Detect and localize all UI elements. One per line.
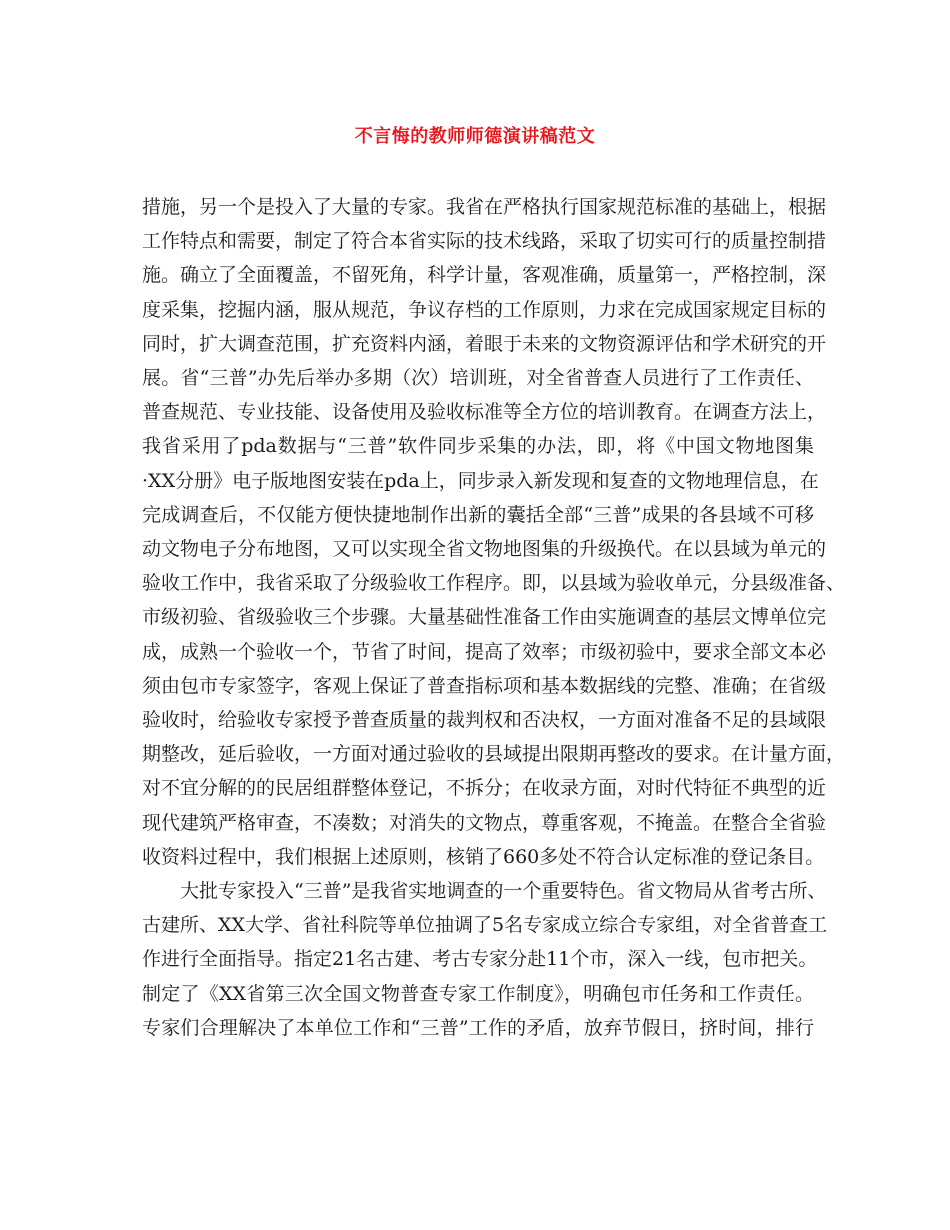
text-line: 工作特点和需要，制定了符合本省实际的技术线路，采取了切实可行的质量控制措 (142, 230, 827, 253)
text-line: 专家们合理解决了本单位工作和“三普”工作的矛盾，放弃节假日，挤时间，排行 (142, 1016, 814, 1039)
text-line: 作进行全面指导。指定21名古建、考古专家分赴11个市，深入一线，包市把关。 (142, 948, 818, 971)
text-line: 对不宜分解的的民居组群整体登记，不拆分；在收录方面，对时代特征不典型的近 (142, 777, 827, 800)
text-line: 期整改，延后验收，一方面对通过验收的县域提出限期再整改的要求。在计量方面， (142, 743, 846, 766)
text-line: 制定了《XX省第三次全国文物普查专家工作制度》，明确包市任务和工作责任。 (142, 982, 814, 1005)
text-line: 普查规范、专业技能、设备使用及验收标准等全方位的培训教育。在调查方法上， (142, 401, 827, 424)
text-line: 验收时，给验收专家授予普查质量的裁判权和否决权，一方面对准备不足的县域限 (142, 709, 827, 732)
text-line: 措施，另一个是投入了大量的专家。我省在严格执行国家规范标准的基础上，根据 (142, 196, 827, 218)
text-line: 展。省“三普”办先后举办多期（次）培训班，对全省普查人员进行了工作责任、 (142, 367, 814, 390)
document-title: 不言悔的教师师德演讲稿范文 (354, 126, 596, 147)
text-line: 收资料过程中，我们根据上述原则，核销了660多处不符合认定标准的登记条目。 (142, 845, 825, 868)
paragraph-2 (142, 874, 828, 1045)
text-line: 施。确立了全面覆盖，不留死角，科学计量，客观准确，质量第一，严格控制，深 (142, 264, 827, 287)
text-line: ·XX分册》电子版地图安装在pda上，同步录入新发现和复查的文物地理信息，在 (142, 469, 819, 492)
text-line: 同时，扩大调查范围，扩充资料内涵，着眼于未来的文物资源评估和学术研究的开 (142, 332, 827, 355)
text-line: 动文物电子分布地图，又可以实现全省文物地图集的升级换代。在以县域为单元的 (142, 538, 827, 561)
text-line: 现代建筑严格审查，不凑数；对消失的文物点，尊重客观，不掩盖。在整合全省验 (142, 811, 827, 834)
text-line: 须由包市专家签字，客观上保证了普查指标项和基本数据线的完整、准确；在省级 (142, 674, 827, 697)
text-line: 度采集，挖掘内涵，服从规范，争议存档的工作原则，力求在完成国家规定目标的 (142, 298, 827, 321)
document-body (142, 190, 846, 1045)
text-line: 完成调查后，不仅能方便快捷地制作出新的囊括全部“三普”成果的各县域不可移 (142, 503, 814, 526)
text-line: 大批专家投入“三普”是我省实地调查的一个重要特色。省文物局从省考古所、 (180, 880, 827, 903)
text-line: 成，成熟一个验收一个，节省了时间，提高了效率；市级初验中，要求全部文本必 (142, 640, 827, 663)
text-line: 市级初验、省级验收三个步骤。大量基础性准备工作由实施调查的基层文博单位完 (142, 606, 827, 629)
paragraph-1 (142, 190, 846, 874)
text-line: 古建所、XX大学、省社科院等单位抽调了5名专家成立综合专家组，对全省普查工 (142, 914, 828, 937)
text-line: 我省采用了pda数据与“三普”软件同步采集的办法，即，将《中国文物地图集 (142, 435, 814, 458)
text-line: 验收工作中，我省采取了分级验收工作程序。即，以县域为验收单元，分县级准备、 (142, 572, 846, 595)
